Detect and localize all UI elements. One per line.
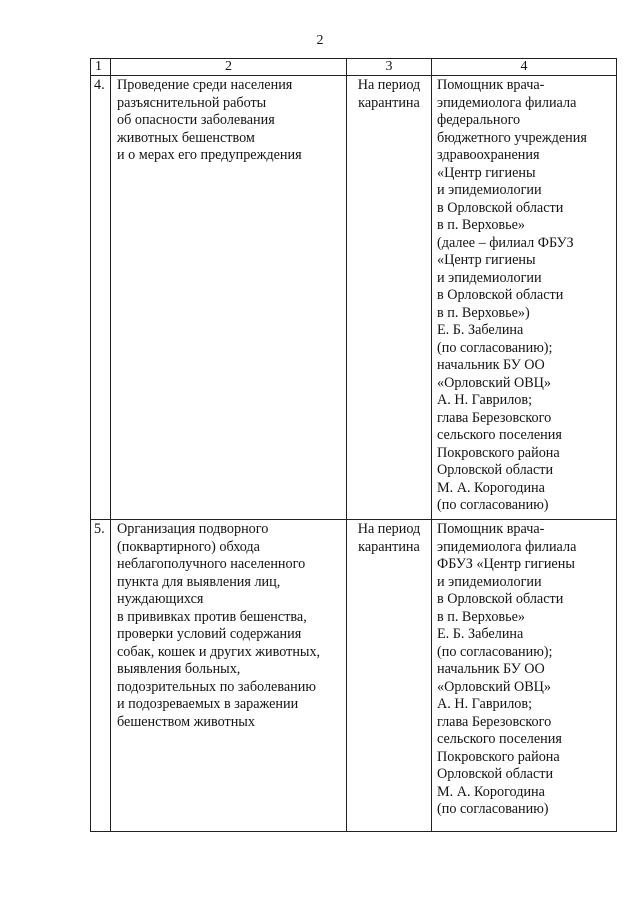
term-cell: [347, 76, 432, 520]
cell-line: выявления больных,: [117, 661, 241, 677]
cell-line: и эпидемиологии: [437, 573, 542, 590]
cell-line: подозрительных по заболеванию: [117, 678, 316, 695]
cell-line: Помощник врача-: [437, 77, 545, 93]
cell-line: А. Н. Гаврилов;: [437, 392, 533, 408]
cell-line: «Орловский ОВЦ»: [437, 678, 552, 695]
header-col-4: 4: [432, 59, 617, 76]
page-number: 2: [316, 33, 324, 48]
cell-line: ФБУЗ «Центр гигиены: [437, 556, 575, 572]
cell-line: эпидемиолога филиала: [437, 94, 577, 111]
cell-line: и эпидемиологии: [437, 182, 542, 198]
cell-line: федерального: [437, 112, 521, 128]
header-col-3: 3: [347, 59, 432, 76]
cell-line: бешенством животных: [117, 713, 255, 730]
cell-line: На период: [357, 521, 421, 537]
cell-line: карантина: [358, 538, 420, 555]
table-row: [91, 76, 617, 520]
cell-line: (по согласованию): [437, 801, 549, 817]
cell-line: в прививках против бешенства,: [117, 608, 307, 625]
cell-line: животных бешенством: [117, 129, 255, 146]
cell-line: начальник БУ ОО: [437, 357, 545, 373]
cell-line: (по согласованию);: [437, 643, 553, 660]
cell-line: и эпидемиологии: [437, 269, 542, 286]
row-number: 4.: [91, 76, 111, 520]
cell-line: Е. Б. Забелина: [437, 322, 524, 338]
term-cell: [347, 520, 432, 832]
header-row: [91, 59, 617, 76]
cell-line: (поквартирного) обхода: [117, 538, 260, 555]
cell-line: пункта для выявления лиц,: [117, 573, 281, 590]
cell-line: Организация подворного: [117, 521, 269, 537]
event-cell: [111, 520, 347, 832]
cell-line: Орловской области: [437, 462, 554, 478]
cell-line: в Орловской области: [437, 591, 564, 607]
cell-line: (далее – филиал ФБУЗ: [437, 234, 574, 251]
cell-line: Покровского района: [437, 748, 560, 765]
cell-line: Проведение среди населения: [117, 77, 293, 93]
cell-line: глава Березовского: [437, 409, 552, 426]
cell-line: в Орловской области: [437, 199, 564, 216]
cell-line: об опасности заболевания: [117, 112, 275, 128]
cell-line: «Центр гигиены: [437, 164, 536, 181]
responsible-cell: [432, 520, 617, 832]
measures-table: [90, 58, 617, 832]
cell-line: «Центр гигиены: [437, 252, 536, 268]
cell-line: «Орловский ОВЦ»: [437, 374, 552, 391]
cell-line: в п. Верховье»: [437, 608, 525, 625]
row-number: 5.: [91, 520, 111, 832]
cell-line: разъяснительной работы: [117, 94, 267, 111]
cell-line: собак, кошек и других животных,: [117, 643, 321, 660]
cell-line: нуждающихся: [117, 591, 204, 607]
cell-line: в Орловской области: [437, 287, 564, 303]
cell-line: сельского поселения: [437, 731, 562, 747]
cell-line: начальник БУ ОО: [437, 661, 545, 677]
cell-line: А. Н. Гаврилов;: [437, 696, 533, 712]
cell-line: в п. Верховье»: [437, 217, 525, 233]
cell-line: и о мерах его предупреждения: [117, 147, 302, 163]
cell-line: бюджетного учреждения: [437, 129, 587, 146]
cell-line: эпидемиолога филиала: [437, 538, 577, 555]
cell-line: (по согласованию): [437, 497, 549, 513]
cell-line: Орловской области: [437, 766, 554, 782]
cell-line: (по согласованию);: [437, 339, 553, 356]
cell-line: карантина: [358, 94, 420, 111]
header-col-2: 2: [111, 59, 347, 76]
header-col-1: 1: [91, 59, 111, 76]
cell-line: М. А. Корогодина: [437, 783, 545, 800]
cell-line: здравоохранения: [437, 147, 540, 163]
cell-line: глава Березовского: [437, 713, 552, 730]
table-row: [91, 520, 617, 832]
cell-line: сельского поселения: [437, 427, 562, 443]
cell-line: и подозреваемых в заражении: [117, 696, 299, 712]
cell-line: Е. Б. Забелина: [437, 626, 524, 642]
cell-line: На период: [357, 77, 421, 93]
cell-line: Покровского района: [437, 444, 560, 461]
cell-line: в п. Верховье»): [437, 304, 530, 321]
cell-line: неблагополучного населенного: [117, 556, 306, 572]
event-cell: [111, 76, 347, 520]
responsible-cell: [432, 76, 617, 520]
cell-line: М. А. Корогодина: [437, 479, 545, 496]
cell-line: Помощник врача-: [437, 521, 545, 537]
cell-line: проверки условий содержания: [117, 626, 302, 642]
